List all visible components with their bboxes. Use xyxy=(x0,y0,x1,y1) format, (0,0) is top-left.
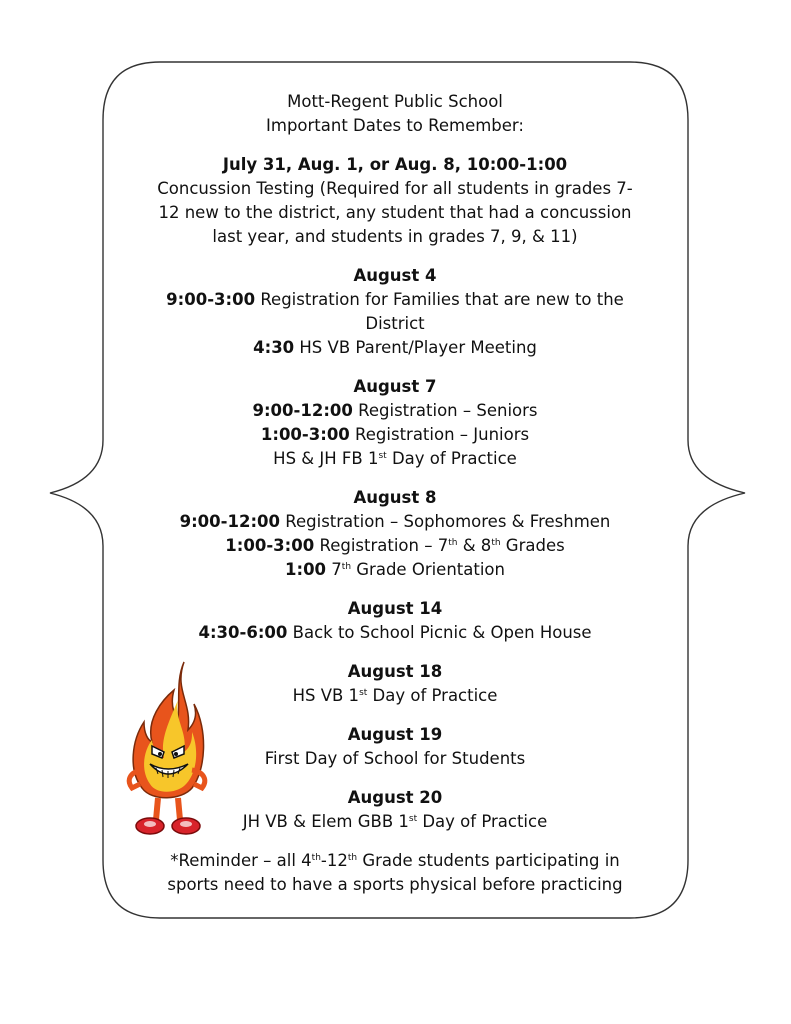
event-text: Grades xyxy=(500,536,565,555)
event-line xyxy=(140,288,650,312)
event-line xyxy=(140,684,650,708)
ordinal-suffix: th xyxy=(347,853,358,863)
event-line: 12 new to the district, any student that had a concussion xyxy=(158,203,632,222)
event-text: Day of Practice xyxy=(386,449,517,468)
event-date: August 14 xyxy=(347,599,443,618)
event-text: Back to School Picnic & Open House xyxy=(287,623,592,642)
event-time: 1:00-3:00 xyxy=(260,425,350,444)
event-aug19 xyxy=(140,723,650,771)
event-date: August 19 xyxy=(347,725,443,744)
event-date: July 31, Aug. 1, or Aug. 8, 10:00-1:00 xyxy=(222,155,568,174)
event-line: First Day of School for Students xyxy=(264,749,526,768)
event-text: HS VB Parent/Player Meeting xyxy=(294,338,537,357)
event-text: Registration – Juniors xyxy=(349,425,530,444)
event-aug4 xyxy=(140,264,650,360)
event-aug18 xyxy=(140,660,650,708)
event-time: 1:00 xyxy=(285,560,327,579)
event-text: Grade Orientation xyxy=(351,560,505,579)
ordinal-suffix: th xyxy=(448,538,458,548)
event-time: 4:30 xyxy=(253,338,295,357)
event-line xyxy=(140,423,650,447)
event-date: August 20 xyxy=(347,788,443,807)
event-date: August 18 xyxy=(347,662,443,681)
event-line xyxy=(140,510,650,534)
event-aug8 xyxy=(140,486,650,582)
event-time: 9:00-12:00 xyxy=(252,401,353,420)
event-date: August 7 xyxy=(353,377,437,396)
event-concussion xyxy=(140,153,650,249)
event-text: JH VB & Elem GBB 1 xyxy=(242,812,409,831)
reminder-text: Grade students participating in xyxy=(357,851,620,870)
event-time: 4:30-6:00 xyxy=(198,623,288,642)
event-line xyxy=(140,399,650,423)
reminder-text: -12 xyxy=(320,851,348,870)
dates-content xyxy=(140,90,650,912)
ordinal-suffix: th xyxy=(341,562,352,572)
event-line xyxy=(140,621,650,645)
event-text: Day of Practice xyxy=(367,686,498,705)
header xyxy=(140,90,650,138)
event-text: Registration – Sophomores & Freshmen xyxy=(280,512,611,531)
reminder-text: *Reminder – all 4 xyxy=(170,851,312,870)
event-line xyxy=(140,336,650,360)
event-line: last year, and students in grades 7, 9, & 11) xyxy=(212,227,578,246)
event-text: 7 xyxy=(326,560,342,579)
reminder-line: sports need to have a sports physical before practicing xyxy=(167,875,623,894)
event-text: & 8 xyxy=(457,536,492,555)
event-line xyxy=(140,534,650,558)
event-text: Day of Practice xyxy=(417,812,548,831)
reminder xyxy=(140,849,650,897)
event-line xyxy=(140,447,650,471)
event-line xyxy=(140,558,650,582)
event-line: District xyxy=(365,314,425,333)
ordinal-suffix: th xyxy=(311,853,321,863)
ordinal-suffix: st xyxy=(408,814,418,824)
event-date: August 8 xyxy=(353,488,437,507)
event-line xyxy=(140,810,650,834)
reminder-line xyxy=(140,849,650,873)
school-name: Mott-Regent Public School xyxy=(287,92,503,111)
event-text: HS & JH FB 1 xyxy=(273,449,379,468)
event-time: 1:00-3:00 xyxy=(225,536,315,555)
event-text: Registration for Families that are new to the xyxy=(255,290,624,309)
event-aug7 xyxy=(140,375,650,471)
ordinal-suffix: st xyxy=(378,451,387,461)
event-text: Registration – 7 xyxy=(314,536,449,555)
event-time: 9:00-12:00 xyxy=(179,512,281,531)
page-subtitle: Important Dates to Remember: xyxy=(266,116,524,135)
flame-mascot-icon xyxy=(122,660,212,845)
ordinal-suffix: st xyxy=(359,688,368,698)
event-date: August 4 xyxy=(353,266,437,285)
event-text: HS VB 1 xyxy=(292,686,360,705)
event-aug14 xyxy=(140,597,650,645)
event-line: Concussion Testing (Required for all students in grades 7- xyxy=(157,179,633,198)
event-aug20 xyxy=(140,786,650,834)
event-text: Registration – Seniors xyxy=(352,401,538,420)
ordinal-suffix: th xyxy=(491,538,501,548)
event-time: 9:00-3:00 xyxy=(166,290,256,309)
